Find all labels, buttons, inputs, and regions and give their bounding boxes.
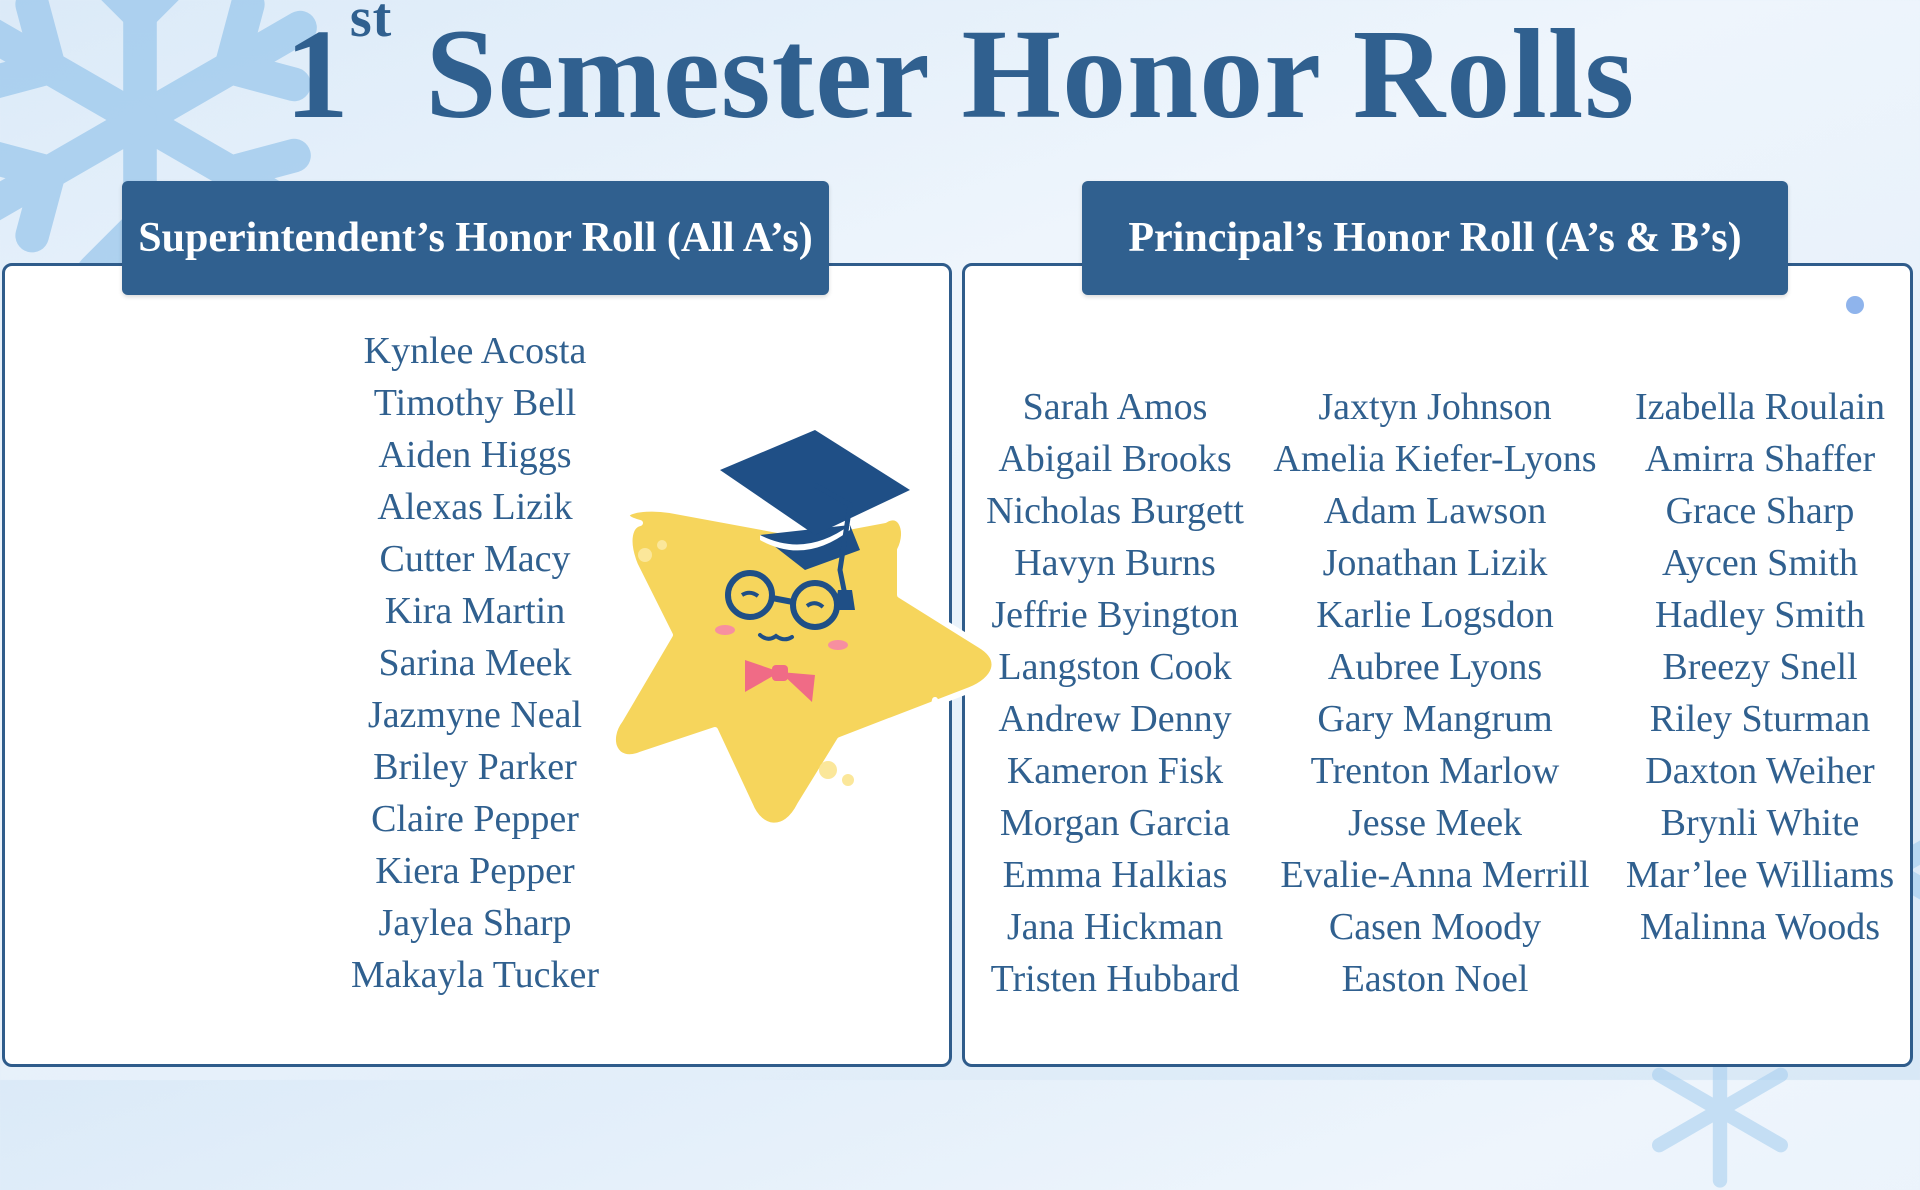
list-item: Cutter Macy <box>379 538 571 580</box>
list-item: Jonathan Lizik <box>1322 542 1548 584</box>
list-item: Evalie-Anna Merrill <box>1280 854 1590 896</box>
list-item: Nicholas Burgett <box>986 490 1244 532</box>
list-item: Daxton Weiher <box>1645 750 1875 792</box>
list-item: Breezy Snell <box>1662 646 1858 688</box>
list-item: Timothy Bell <box>373 382 577 424</box>
list-item: Emma Halkias <box>1002 854 1228 896</box>
list-item: Sarina Meek <box>378 642 572 684</box>
list-item: Kiera Pepper <box>375 850 575 892</box>
list-item: Jesse Meek <box>1347 802 1523 844</box>
list-item: Briley Parker <box>373 746 577 788</box>
list-item: Grace Sharp <box>1665 490 1855 532</box>
list-item: Havyn Burns <box>1014 542 1216 584</box>
list-item: Easton Noel <box>1341 958 1529 1000</box>
list-item: Jana Hickman <box>1006 906 1224 948</box>
list-item: Aycen Smith <box>1662 542 1858 584</box>
list-item: Amirra Shaffer <box>1644 438 1876 480</box>
principal-name-list-column-2 <box>1265 381 1605 1005</box>
list-item: Jazmyne Neal <box>367 694 583 736</box>
list-item: Abigail Brooks <box>998 438 1232 480</box>
list-item: Malinna Woods <box>1639 906 1881 948</box>
list-item: Aiden Higgs <box>378 434 572 476</box>
title-ordinal-number: 1 <box>284 3 350 145</box>
list-item: Kira Martin <box>384 590 566 632</box>
list-item: Mar’lee Williams <box>1625 854 1895 896</box>
list-item: Adam Lawson <box>1323 490 1547 532</box>
principal-name-list-column-3 <box>1605 381 1915 953</box>
principal-heading: Principal’s Honor Roll (A’s & B’s) <box>1082 181 1788 295</box>
list-item: Karlie Logsdon <box>1316 594 1554 636</box>
list-item: Tristen Hubbard <box>990 958 1240 1000</box>
list-item: Amelia Kiefer-Lyons <box>1273 438 1597 480</box>
title-ordinal-suffix: st <box>349 0 393 49</box>
list-item: Kynlee Acosta <box>363 330 587 372</box>
list-item: Hadley Smith <box>1654 594 1866 636</box>
page-title <box>0 0 1920 145</box>
decorative-dot <box>1846 296 1864 314</box>
title-text: Semester Honor Rolls <box>425 3 1636 145</box>
list-item: Trenton Marlow <box>1310 750 1560 792</box>
list-item: Riley Sturman <box>1649 698 1871 740</box>
list-item: Jaxtyn Johnson <box>1318 386 1552 428</box>
list-item: Jaylea Sharp <box>378 902 572 944</box>
superintendent-heading: Superintendent’s Honor Roll (All A’s) <box>122 181 829 295</box>
list-item: Morgan Garcia <box>999 802 1231 844</box>
list-item: Gary Mangrum <box>1317 698 1553 740</box>
list-item: Alexas Lizik <box>377 486 573 528</box>
list-item: Kameron Fisk <box>1006 750 1224 792</box>
list-item: Jeffrie Byington <box>991 594 1239 636</box>
superintendent-name-list <box>300 325 650 1001</box>
list-item: Claire Pepper <box>371 798 579 840</box>
list-item: Brynli White <box>1660 802 1860 844</box>
list-item: Izabella Roulain <box>1634 386 1886 428</box>
list-item: Aubree Lyons <box>1327 646 1543 688</box>
list-item: Sarah Amos <box>1022 386 1208 428</box>
list-item: Makayla Tucker <box>350 954 600 996</box>
list-item: Langston Cook <box>998 646 1232 688</box>
star-graduate-icon <box>600 410 1020 840</box>
list-item: Casen Moody <box>1328 906 1542 948</box>
list-item: Andrew Denny <box>998 698 1232 740</box>
